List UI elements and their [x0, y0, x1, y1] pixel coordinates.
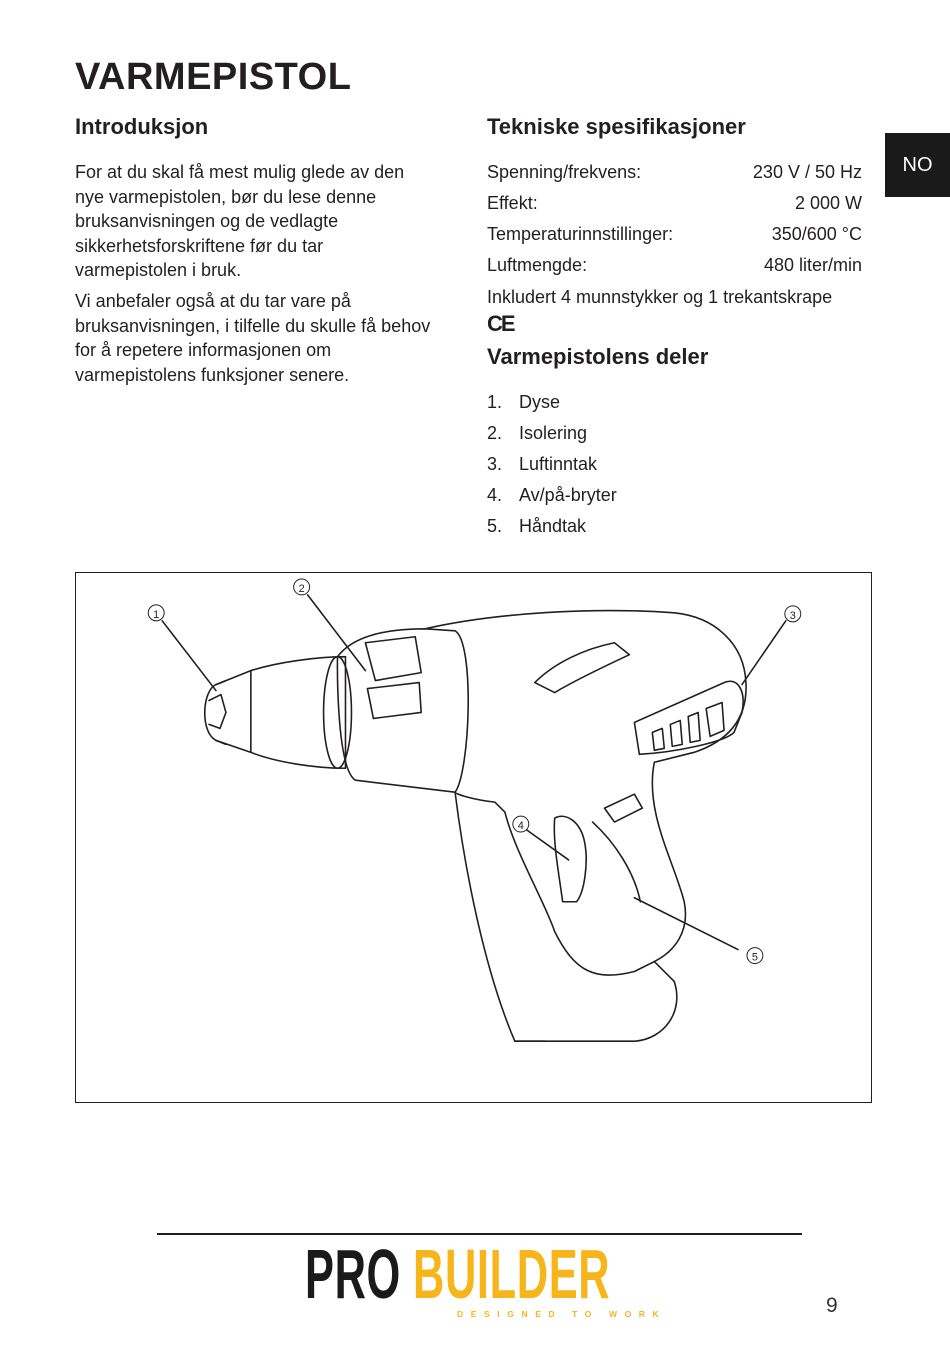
part-label: Isolering [519, 423, 588, 443]
part-number: 1. [487, 392, 503, 412]
intro-paragraph-2: Vi anbefaler også at du tar vare på bruksanvisningen, i tilfelle du skulle få behov for å repetere informasjonen om varmepistolens funksjoner senere. [75, 291, 431, 385]
svg-text:1: 1 [153, 608, 160, 621]
spec-label: Temperaturinnstillinger: [487, 224, 674, 244]
list-item [487, 419, 617, 450]
grip-edge [605, 794, 643, 822]
spec-row [487, 189, 862, 220]
part-number: 4. [487, 485, 503, 505]
parts-heading: Varmepistolens deler [487, 344, 709, 369]
leader-line-2 [308, 595, 366, 671]
part-label: Dyse [519, 392, 561, 412]
intro-heading: Introduksjon [75, 114, 209, 139]
leader-line-1 [162, 621, 216, 691]
parts-list [487, 388, 617, 543]
nozzle-tip [209, 681, 226, 745]
part-number: 5. [487, 516, 503, 536]
leader-line-5 [634, 898, 738, 950]
spec-value: 230 V / 50 Hz [752, 162, 862, 182]
spec-row [487, 158, 862, 189]
callout-1 [148, 605, 164, 621]
logo-pro-text: PRO [305, 1235, 401, 1313]
language-tab [885, 133, 950, 197]
spec-label: Effekt: [487, 193, 538, 213]
svg-text:5: 5 [751, 951, 758, 964]
logo-tagline: DESIGNED TO WORK [457, 1309, 667, 1319]
nozzle-outline [205, 671, 251, 753]
list-item [487, 450, 617, 481]
intro-paragraph-1: For at du skal få mest mulig glede av den nye varmepistolen, bør du lese denne bruksanvisningen og de vedlagte sikkerhetsforskriftene før du tar varmepistolen i bruk. [75, 162, 405, 280]
callout-4 [513, 816, 529, 832]
body-top-groove [535, 643, 630, 693]
probuilder-logo [305, 1235, 667, 1322]
insulation-outline [337, 629, 468, 792]
spec-label: Spenning/frekvens: [487, 162, 642, 182]
callout-5 [747, 948, 763, 964]
specs-table [487, 158, 862, 282]
switch-outline [554, 816, 586, 901]
language-tab-label: NO [902, 153, 933, 176]
svg-text:2: 2 [298, 582, 305, 595]
body-handle-front [455, 792, 545, 1041]
spec-value: 2 000 W [794, 193, 862, 213]
insulation-vent [365, 637, 421, 719]
svg-text:4: 4 [517, 820, 524, 833]
spec-label: Luftmengde: [487, 255, 588, 275]
page-number: 9 [826, 1294, 838, 1317]
part-number: 2. [487, 423, 503, 443]
specs-heading: Tekniske spesifikasjoner [487, 114, 746, 139]
nozzle-ring [251, 657, 346, 769]
logo-builder-text: BUILDER [413, 1235, 611, 1313]
body-outline [425, 611, 746, 976]
leader-line-4 [527, 830, 569, 860]
spec-value: 350/600 °C [771, 224, 862, 244]
list-item [487, 481, 617, 512]
spec-row [487, 251, 862, 282]
grip-line [593, 822, 641, 902]
callout-2 [294, 579, 310, 595]
part-label: Av/på-bryter [519, 485, 617, 505]
ce-mark: CE [487, 311, 514, 336]
list-item [487, 512, 617, 543]
svg-text:3: 3 [789, 609, 796, 622]
heat-gun-figure [75, 572, 872, 1103]
part-number: 3. [487, 454, 503, 474]
included-accessories: Inkludert 4 munnstykker og 1 trekantskrape [487, 287, 833, 307]
spec-value: 480 liter/min [763, 255, 862, 275]
spec-row [487, 220, 862, 251]
page-title: VARMEPISTOL [75, 56, 352, 98]
leader-line-3 [742, 621, 786, 685]
part-label: Håndtak [519, 516, 587, 536]
list-item [487, 388, 617, 419]
callout-3 [785, 606, 801, 622]
part-label: Luftinntak [519, 454, 598, 474]
heat-gun-illustration [76, 573, 871, 1102]
